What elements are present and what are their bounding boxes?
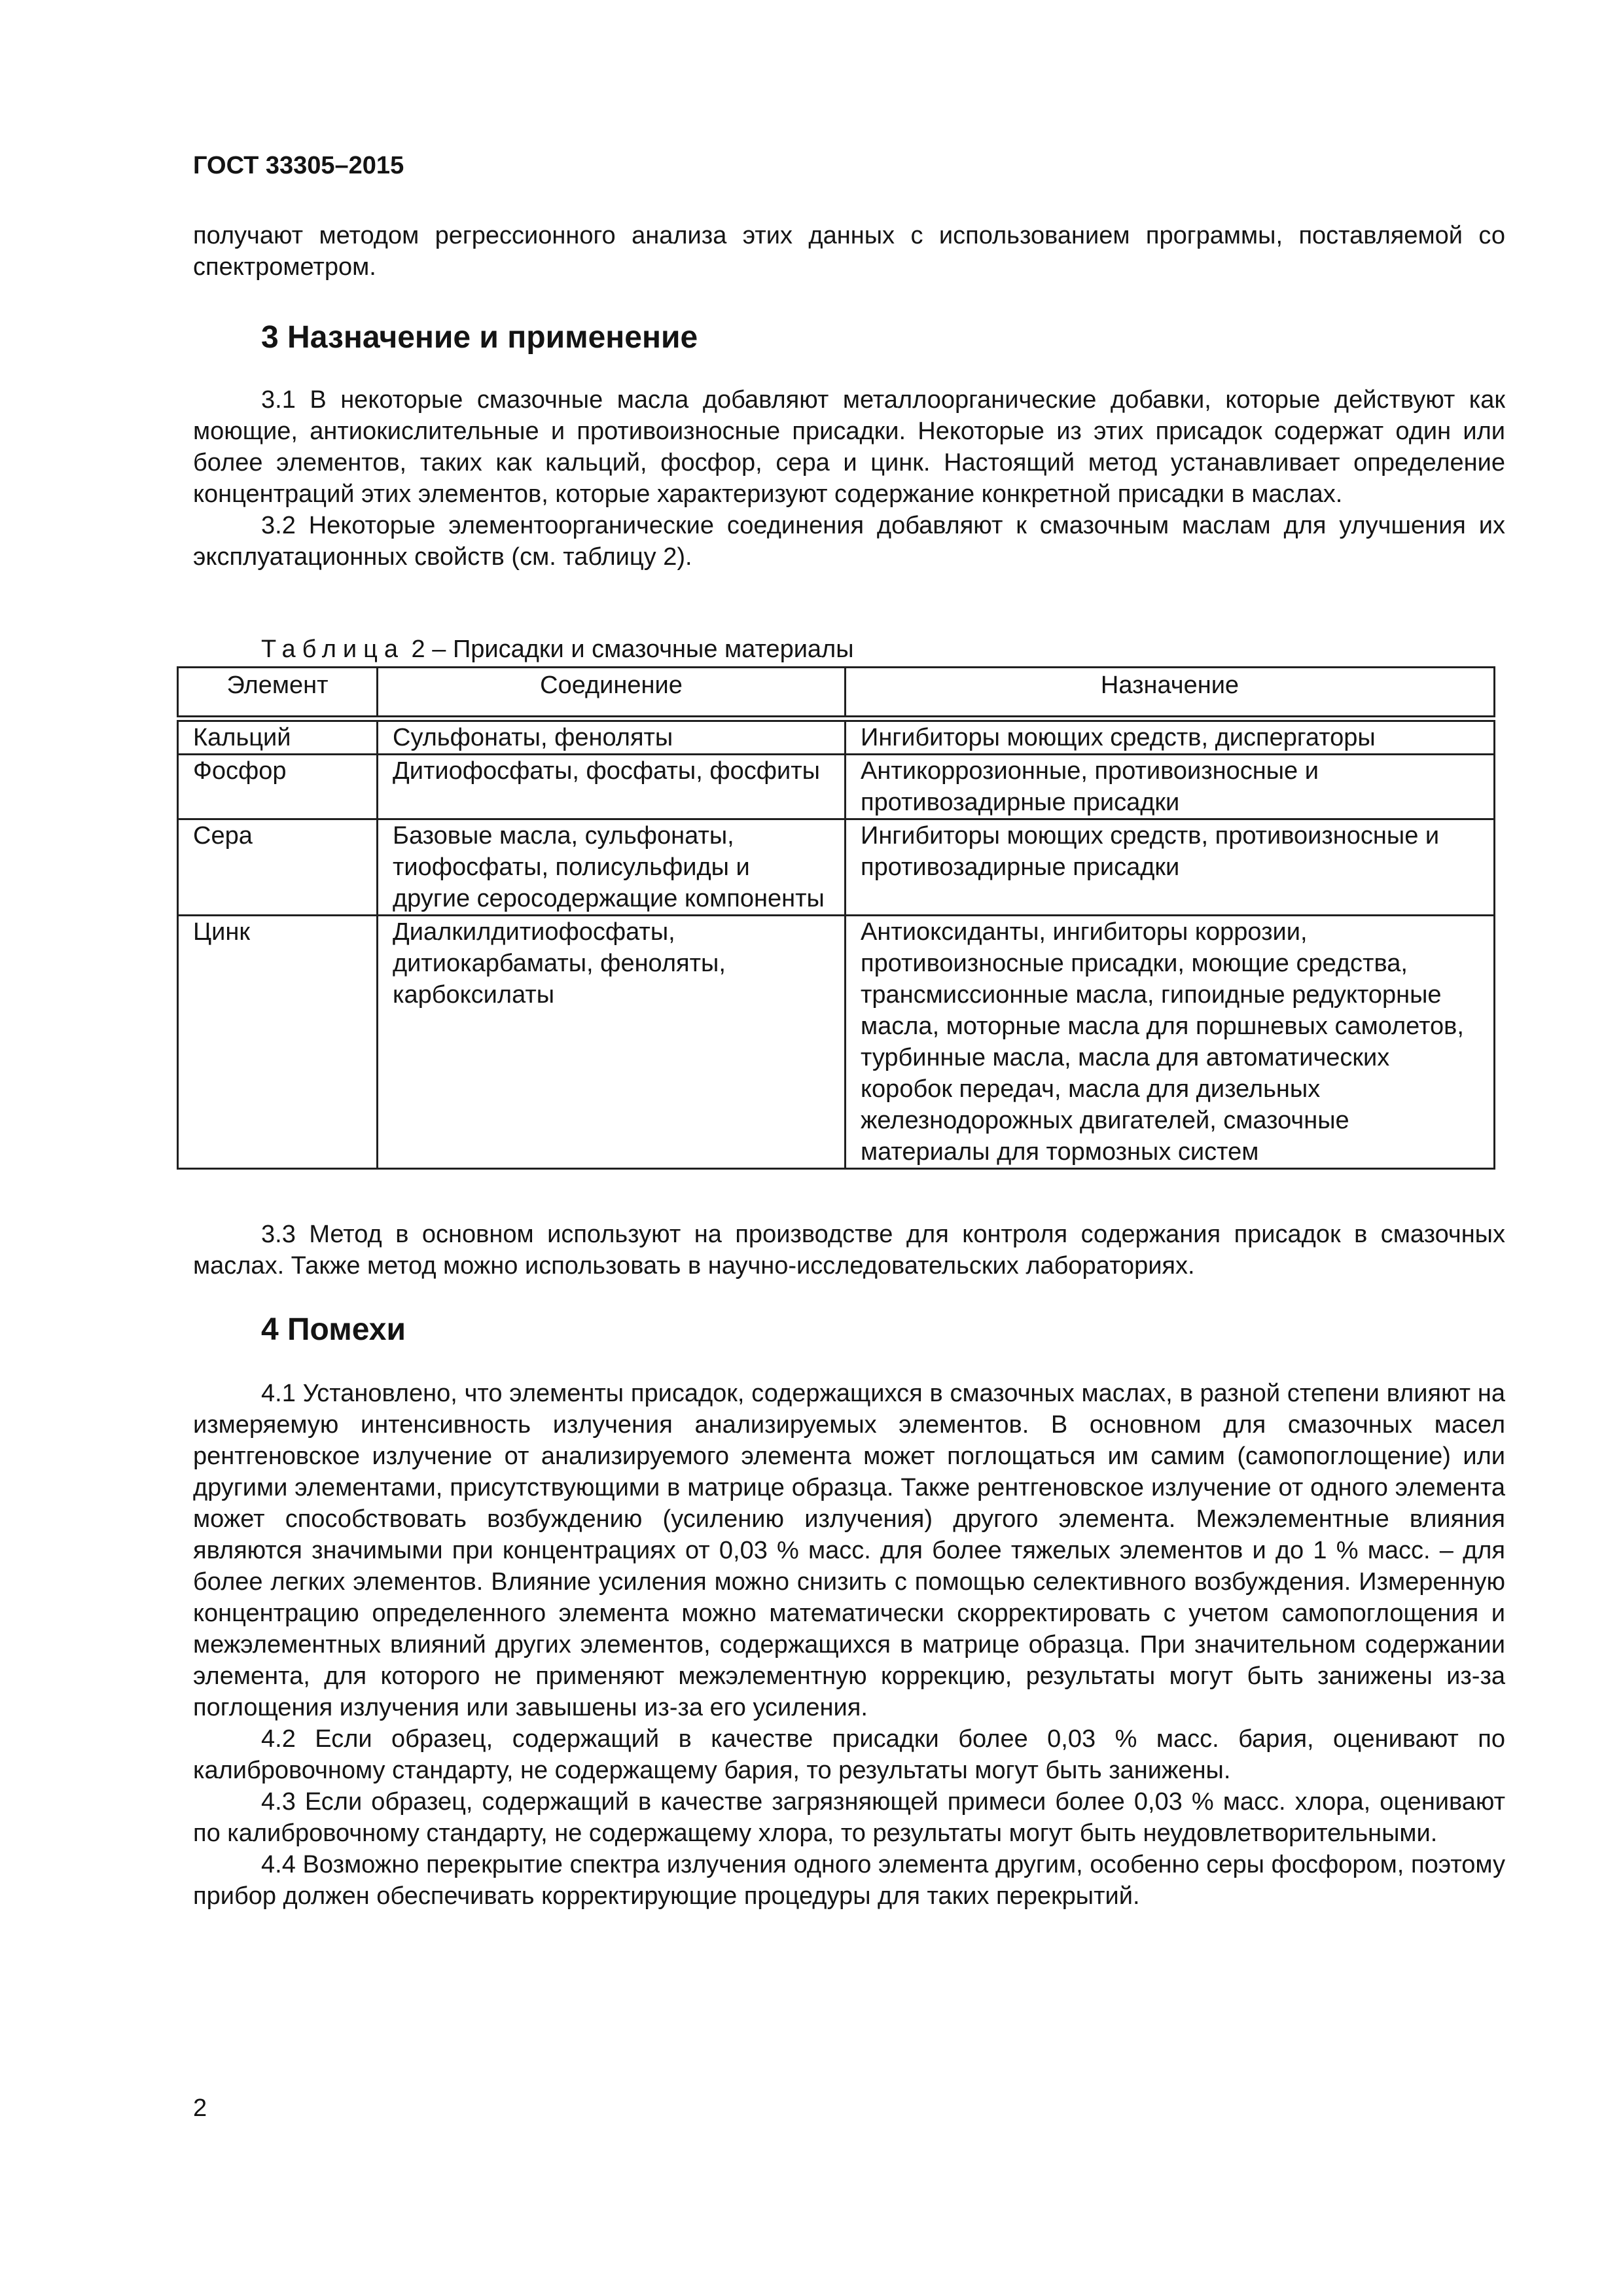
- header-compound: Соединение: [378, 668, 846, 719]
- cell-purpose: Ингибиторы моющих средств, противоизносные и противозадирные присадки: [846, 819, 1495, 916]
- header-element: Элемент: [178, 668, 378, 719]
- table-row: [178, 819, 1495, 916]
- paragraph-3-2: 3.2 Некоторые элементоорганические соединения добавляют к смазочным маслам для улучшения их эксплуатационных свойств (см. таблицу 2).: [193, 512, 1505, 571]
- section-3-heading-wrap: [193, 319, 1505, 355]
- table-caption-text: 2 – Присадки и смазочные материалы: [404, 636, 854, 663]
- cell-purpose: Ингибиторы моющих средств, диспергаторы: [846, 719, 1495, 755]
- header-purpose: Назначение: [846, 668, 1495, 719]
- table-header-row: [178, 668, 1495, 719]
- paragraph-4-1: 4.1 Установлено, что элементы присадок, содержащихся в смазочных маслах, в разной степени влияют на измеряемую интенсивность излучения анализируемых элементов. В основном для смазочных масел рентгеновское излучение от анализируемого элемента может поглощаться им самим (самопоглощение) или другими элементами, присутствующими в матрице образца. Также рентгеновское излучение от одного элемента может способствовать возбуждению (усилению излучения) другого элемента. Межэлементные влияния являются значимыми при концентрациях от 0,03 % масс. для более тяжелых элементов и до 1 % масс. – для более легких элементов. Влияние усиления можно снизить с помощью селективного возбуждения. Измеренную концентрацию определенного элемента можно математически скорректировать с учетом самопоглощения и межэлементных влияний других элементов, содержащихся в матрице образца. При значительном содержании элемента, для которого не применяют межэлементную коррекцию, результаты могут быть занижены из-за поглощения излучения или завышены из-за его усиления.: [193, 1380, 1505, 1721]
- table-row: [178, 916, 1495, 1169]
- paragraph-3-3-wrap: [193, 1219, 1505, 1282]
- table-row: [178, 755, 1495, 819]
- section-4-title: 4 Помехи: [261, 1312, 406, 1347]
- cell-element: Цинк: [178, 916, 378, 1169]
- paragraph-3-1: 3.1 В некоторые смазочные масла добавляют металлоорганические добавки, которые действуют как моющие, антиокислительные и противоизносные присадки. Некоторые из этих присадок содержат один или более элементов, таких как кальций, фосфор, сера и цинк. Настоящий метод устанавливает определение концентраций этих элементов, которые характеризуют содержание конкретной присадки в маслах.: [193, 386, 1505, 508]
- paragraph-4-4: 4.4 Возможно перекрытие спектра излучения одного элемента другим, особенно серы фосфором, поэтому прибор должен обеспечивать корректирующие процедуры для таких перекрытий.: [193, 1851, 1505, 1910]
- paragraph-4-2: 4.2 Если образец, содержащий в качестве присадки более 0,03 % масс. бария, оценивают по калибровочному стандарту, не содержащему бария, то результаты могут быть занижены.: [193, 1725, 1505, 1784]
- section-3-title: 3 Назначение и применение: [261, 320, 698, 355]
- cell-compound: Базовые масла, сульфонаты, тиофосфаты, полисульфиды и другие серосодержащие компоненты: [378, 819, 846, 916]
- cell-element: Сера: [178, 819, 378, 916]
- document-header: ГОСТ 33305–2015: [193, 152, 404, 179]
- intro-text: получают методом регрессионного анализа этих данных с использованием программы, поставляемой со спектрометром.: [193, 222, 1505, 281]
- cell-element: Фосфор: [178, 755, 378, 819]
- paragraph-3-3: 3.3 Метод в основном используют на производстве для контроля содержания присадок в смазочных маслах. Также метод можно использовать в научно-исследовательских лабораториях.: [193, 1221, 1505, 1280]
- table-caption: [193, 635, 1573, 664]
- table-caption-label: Таблица: [261, 636, 404, 663]
- section-4-body: [193, 1378, 1505, 1912]
- cell-compound: Дитиофосфаты, фосфаты, фосфиты: [378, 755, 846, 819]
- page-number: 2: [193, 2094, 207, 2122]
- cell-purpose: Антикоррозионные, противоизносные и противозадирные присадки: [846, 755, 1495, 819]
- cell-compound: Сульфонаты, феноляты: [378, 719, 846, 755]
- intro-paragraph: [193, 220, 1505, 283]
- paragraph-4-3: 4.3 Если образец, содержащий в качестве загрязняющей примеси более 0,03 % масс. хлора, оценивают по калибровочному стандарту, не содержащему хлора, то результаты могут быть неудовлетворительными.: [193, 1788, 1505, 1847]
- cell-element: Кальций: [178, 719, 378, 755]
- section-3-body: [193, 384, 1505, 573]
- cell-purpose: Антиоксиданты, ингибиторы коррозии, противоизносные присадки, моющие средства, трансмиссионные масла, гипоидные редукторные масла, моторные масла для поршневых самолетов, турбинные масла, масла для автоматических коробок передач, масла для дизельных железнодорожных двигателей, смазочные материалы для тормозных систем: [846, 916, 1495, 1169]
- table-row: [178, 719, 1495, 755]
- section-4-heading-wrap: [193, 1312, 1505, 1348]
- cell-compound: Диалкилдитиофосфаты, дитиокарбаматы, феноляты, карбоксилаты: [378, 916, 846, 1169]
- additives-table: [177, 666, 1495, 1170]
